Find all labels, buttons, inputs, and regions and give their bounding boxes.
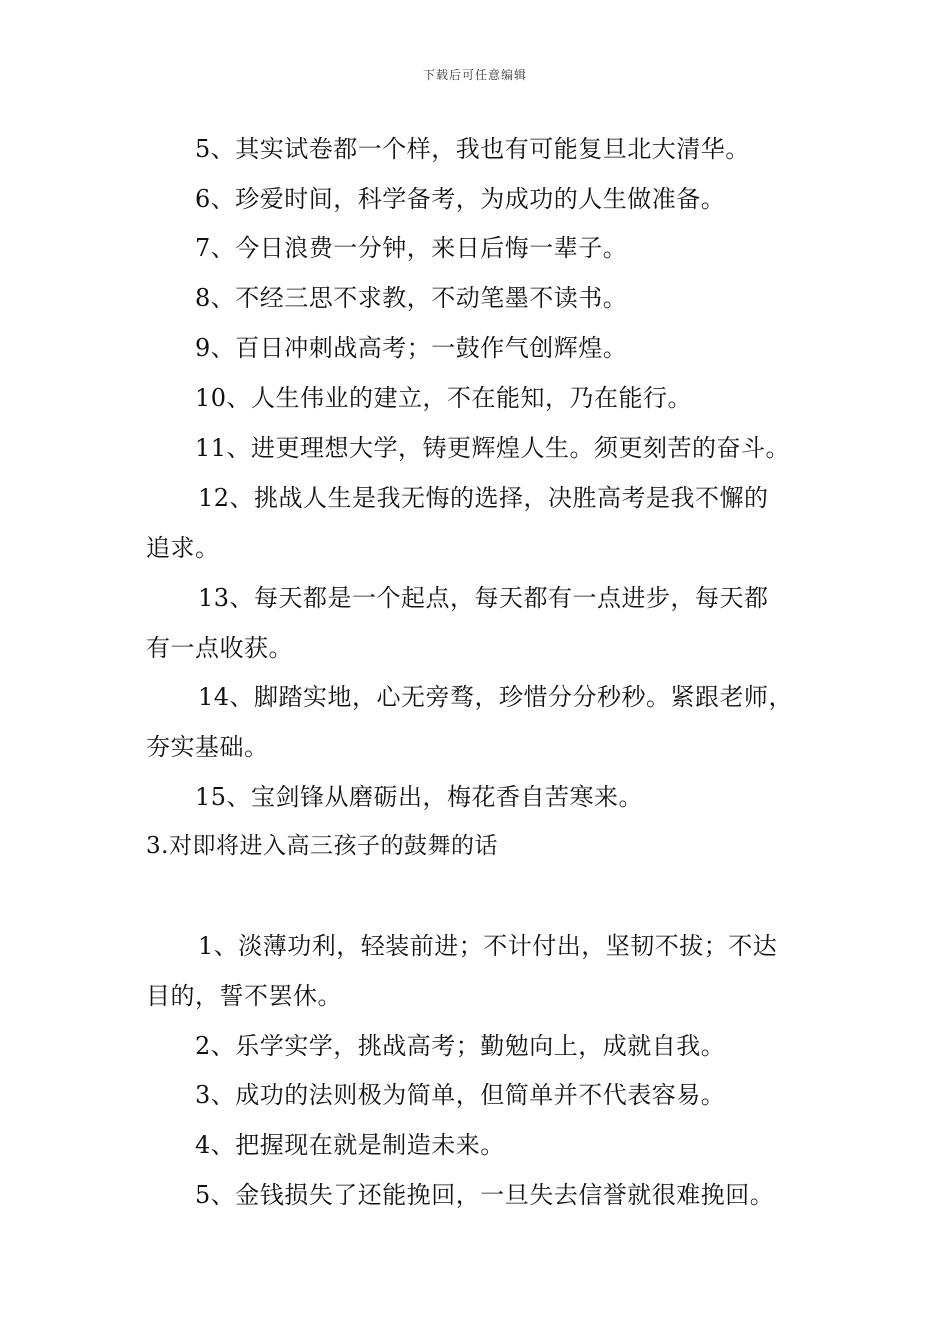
- text-line: 6、珍爱时间，科学备考，为成功的人生做准备。: [195, 185, 726, 213]
- text-line: 11、进更理想大学，铸更辉煌人生。须更刻苦的奋斗。: [195, 434, 791, 462]
- text-line: 7、今日浪费一分钟，来日后悔一辈子。: [195, 234, 628, 262]
- text-line: 5、其实试卷都一个样，我也有可能复旦北大清华。: [195, 135, 750, 163]
- text-line: 14、脚踏实地，心无旁骛，珍惜分分秒秒。紧跟老师，: [198, 683, 794, 711]
- page-header: 下载后可任意编辑: [422, 68, 527, 82]
- text-line: 15、宝剑锋从磨砺出，梅花香自苦寒来。: [195, 783, 644, 811]
- text-line: 5、金钱损失了还能挽回，一旦失去信誉就很难挽回。: [195, 1181, 775, 1209]
- text-line: 追求。: [146, 534, 220, 562]
- text-line: 夯实基础。: [146, 733, 269, 761]
- text-line: 3、成功的法则极为简单，但简单并不代表容易。: [195, 1081, 726, 1109]
- text-line: 13、每天都是一个起点，每天都有一点进步，每天都: [198, 584, 769, 612]
- text-line: 有一点收获。: [146, 634, 293, 662]
- text-line: 目的，誓不罢休。: [146, 982, 342, 1010]
- text-line: 2、乐学实学，挑战高考；勤勉向上，成就自我。: [195, 1032, 726, 1060]
- text-line: 1、淡薄功利，轻装前进；不计付出，坚韧不拔；不达: [198, 932, 778, 960]
- section-title: 3.对即将进入高三孩子的鼓舞的话: [146, 833, 498, 859]
- text-line: 12、挑战人生是我无悔的选择，决胜高考是我不懈的: [198, 484, 769, 512]
- text-line: 4、把握现在就是制造未来。: [195, 1131, 505, 1159]
- text-line: 8、不经三思不求教，不动笔墨不读书。: [195, 284, 628, 312]
- text-line: 10、人生伟业的建立，不在能知，乃在能行。: [195, 384, 693, 412]
- text-line: 9、百日冲刺战高考；一鼓作气创辉煌。: [195, 334, 628, 362]
